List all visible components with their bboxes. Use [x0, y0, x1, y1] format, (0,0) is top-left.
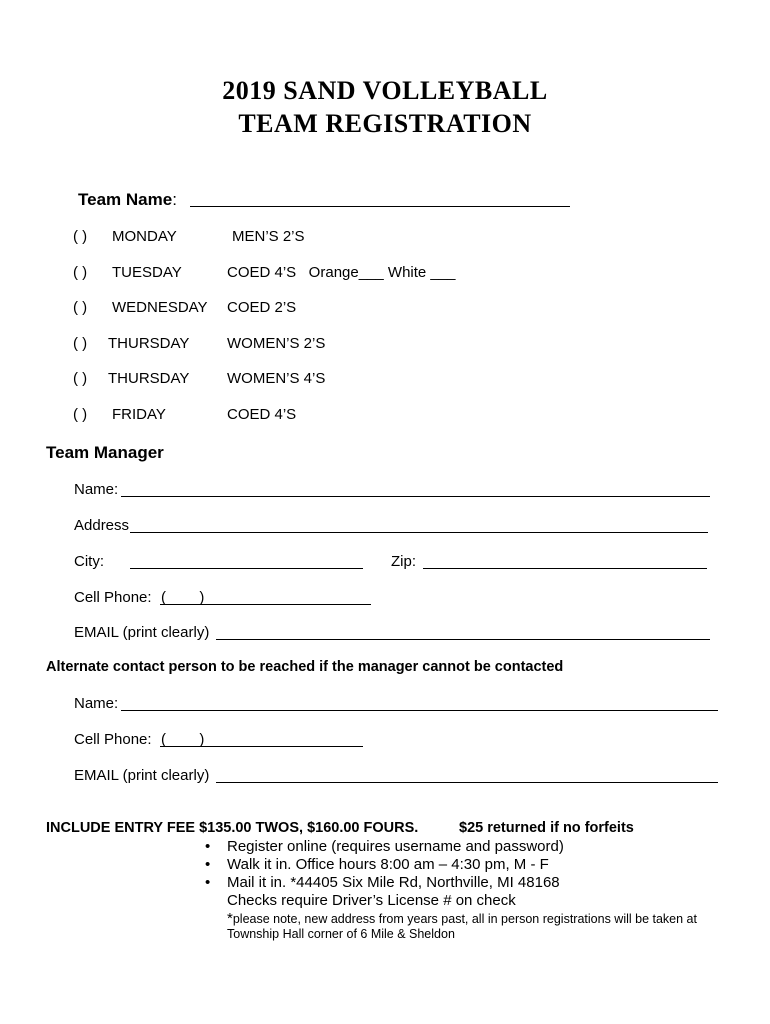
league-division: COED 2’S: [227, 299, 297, 316]
alternate-cell-label: Cell Phone:: [74, 731, 152, 748]
checks-note: Checks require Driver’s License # on check: [227, 892, 516, 909]
league-checkbox[interactable]: ( ): [73, 228, 88, 245]
league-day: THURSDAY: [108, 335, 190, 352]
walk-in-item: • Walk it in. Office hours 8:00 am – 4:30 pm, M - F: [227, 856, 549, 873]
manager-email-field[interactable]: [216, 639, 710, 640]
manager-city-label: City:: [74, 553, 104, 570]
league-day: WEDNESDAY: [112, 299, 208, 316]
alternate-email-label: EMAIL (print clearly): [74, 767, 210, 784]
manager-cell-label: Cell Phone:: [74, 589, 152, 606]
team-name-field[interactable]: [190, 206, 570, 207]
league-checkbox[interactable]: ( ): [73, 299, 88, 316]
league-checkbox[interactable]: ( ): [73, 264, 88, 281]
form-title-line2: TEAM REGISTRATION: [238, 109, 532, 138]
league-checkbox[interactable]: ( ): [73, 406, 88, 423]
manager-cell-field[interactable]: [160, 604, 371, 605]
team-manager-heading: Team Manager: [46, 443, 164, 462]
manager-city-field[interactable]: [130, 568, 363, 569]
league-division: COED 4’S: [227, 406, 297, 423]
manager-cell-area-code: ( ): [161, 589, 205, 606]
address-footnote-line2: Township Hall corner of 6 Mile & Sheldon: [227, 927, 455, 941]
alternate-cell-area-code: ( ): [161, 731, 205, 748]
entry-fee-text: INCLUDE ENTRY FEE $135.00 TWOS, $160.00 FOURS.: [46, 820, 419, 836]
league-division: COED 4’S Orange___ White ___: [227, 264, 456, 281]
alternate-name-label: Name:: [74, 695, 119, 712]
address-footnote: *please note, new address from years past, all in person registrations will be taken at: [227, 910, 697, 927]
alternate-contact-heading: Alternate contact person to be reached if the manager cannot be contacted: [46, 659, 564, 675]
manager-name-field[interactable]: [121, 496, 710, 497]
league-division: WOMEN’S 4’S: [227, 370, 326, 387]
league-day: FRIDAY: [112, 406, 166, 423]
league-division: WOMEN’S 2’S: [227, 335, 326, 352]
manager-email-label: EMAIL (print clearly): [74, 624, 210, 641]
alternate-cell-field[interactable]: [160, 746, 363, 747]
league-checkbox[interactable]: ( ): [73, 370, 88, 387]
league-day: TUESDAY: [112, 264, 182, 281]
form-title-line1: 2019 SAND VOLLEYBALL: [222, 76, 548, 105]
league-checkbox[interactable]: ( ): [73, 335, 88, 352]
manager-zip-label: Zip:: [391, 553, 417, 570]
team-name-label: Team Name:: [78, 190, 177, 209]
league-division: MEN’S 2’S: [232, 228, 305, 245]
manager-name-label: Name:: [74, 481, 119, 498]
manager-zip-field[interactable]: [423, 568, 707, 569]
manager-address-field[interactable]: [130, 532, 708, 533]
mail-in-item: • Mail it in. *44405 Six Mile Rd, Northville, MI 48168: [227, 874, 560, 891]
register-online-item: • Register online (requires username and password): [227, 838, 564, 855]
league-day: MONDAY: [112, 228, 177, 245]
league-day: THURSDAY: [108, 370, 190, 387]
alternate-email-field[interactable]: [216, 782, 718, 783]
fee-returned-text: $25 returned if no forfeits: [459, 820, 634, 836]
alternate-name-field[interactable]: [121, 710, 718, 711]
manager-address-label: Address: [74, 517, 130, 534]
